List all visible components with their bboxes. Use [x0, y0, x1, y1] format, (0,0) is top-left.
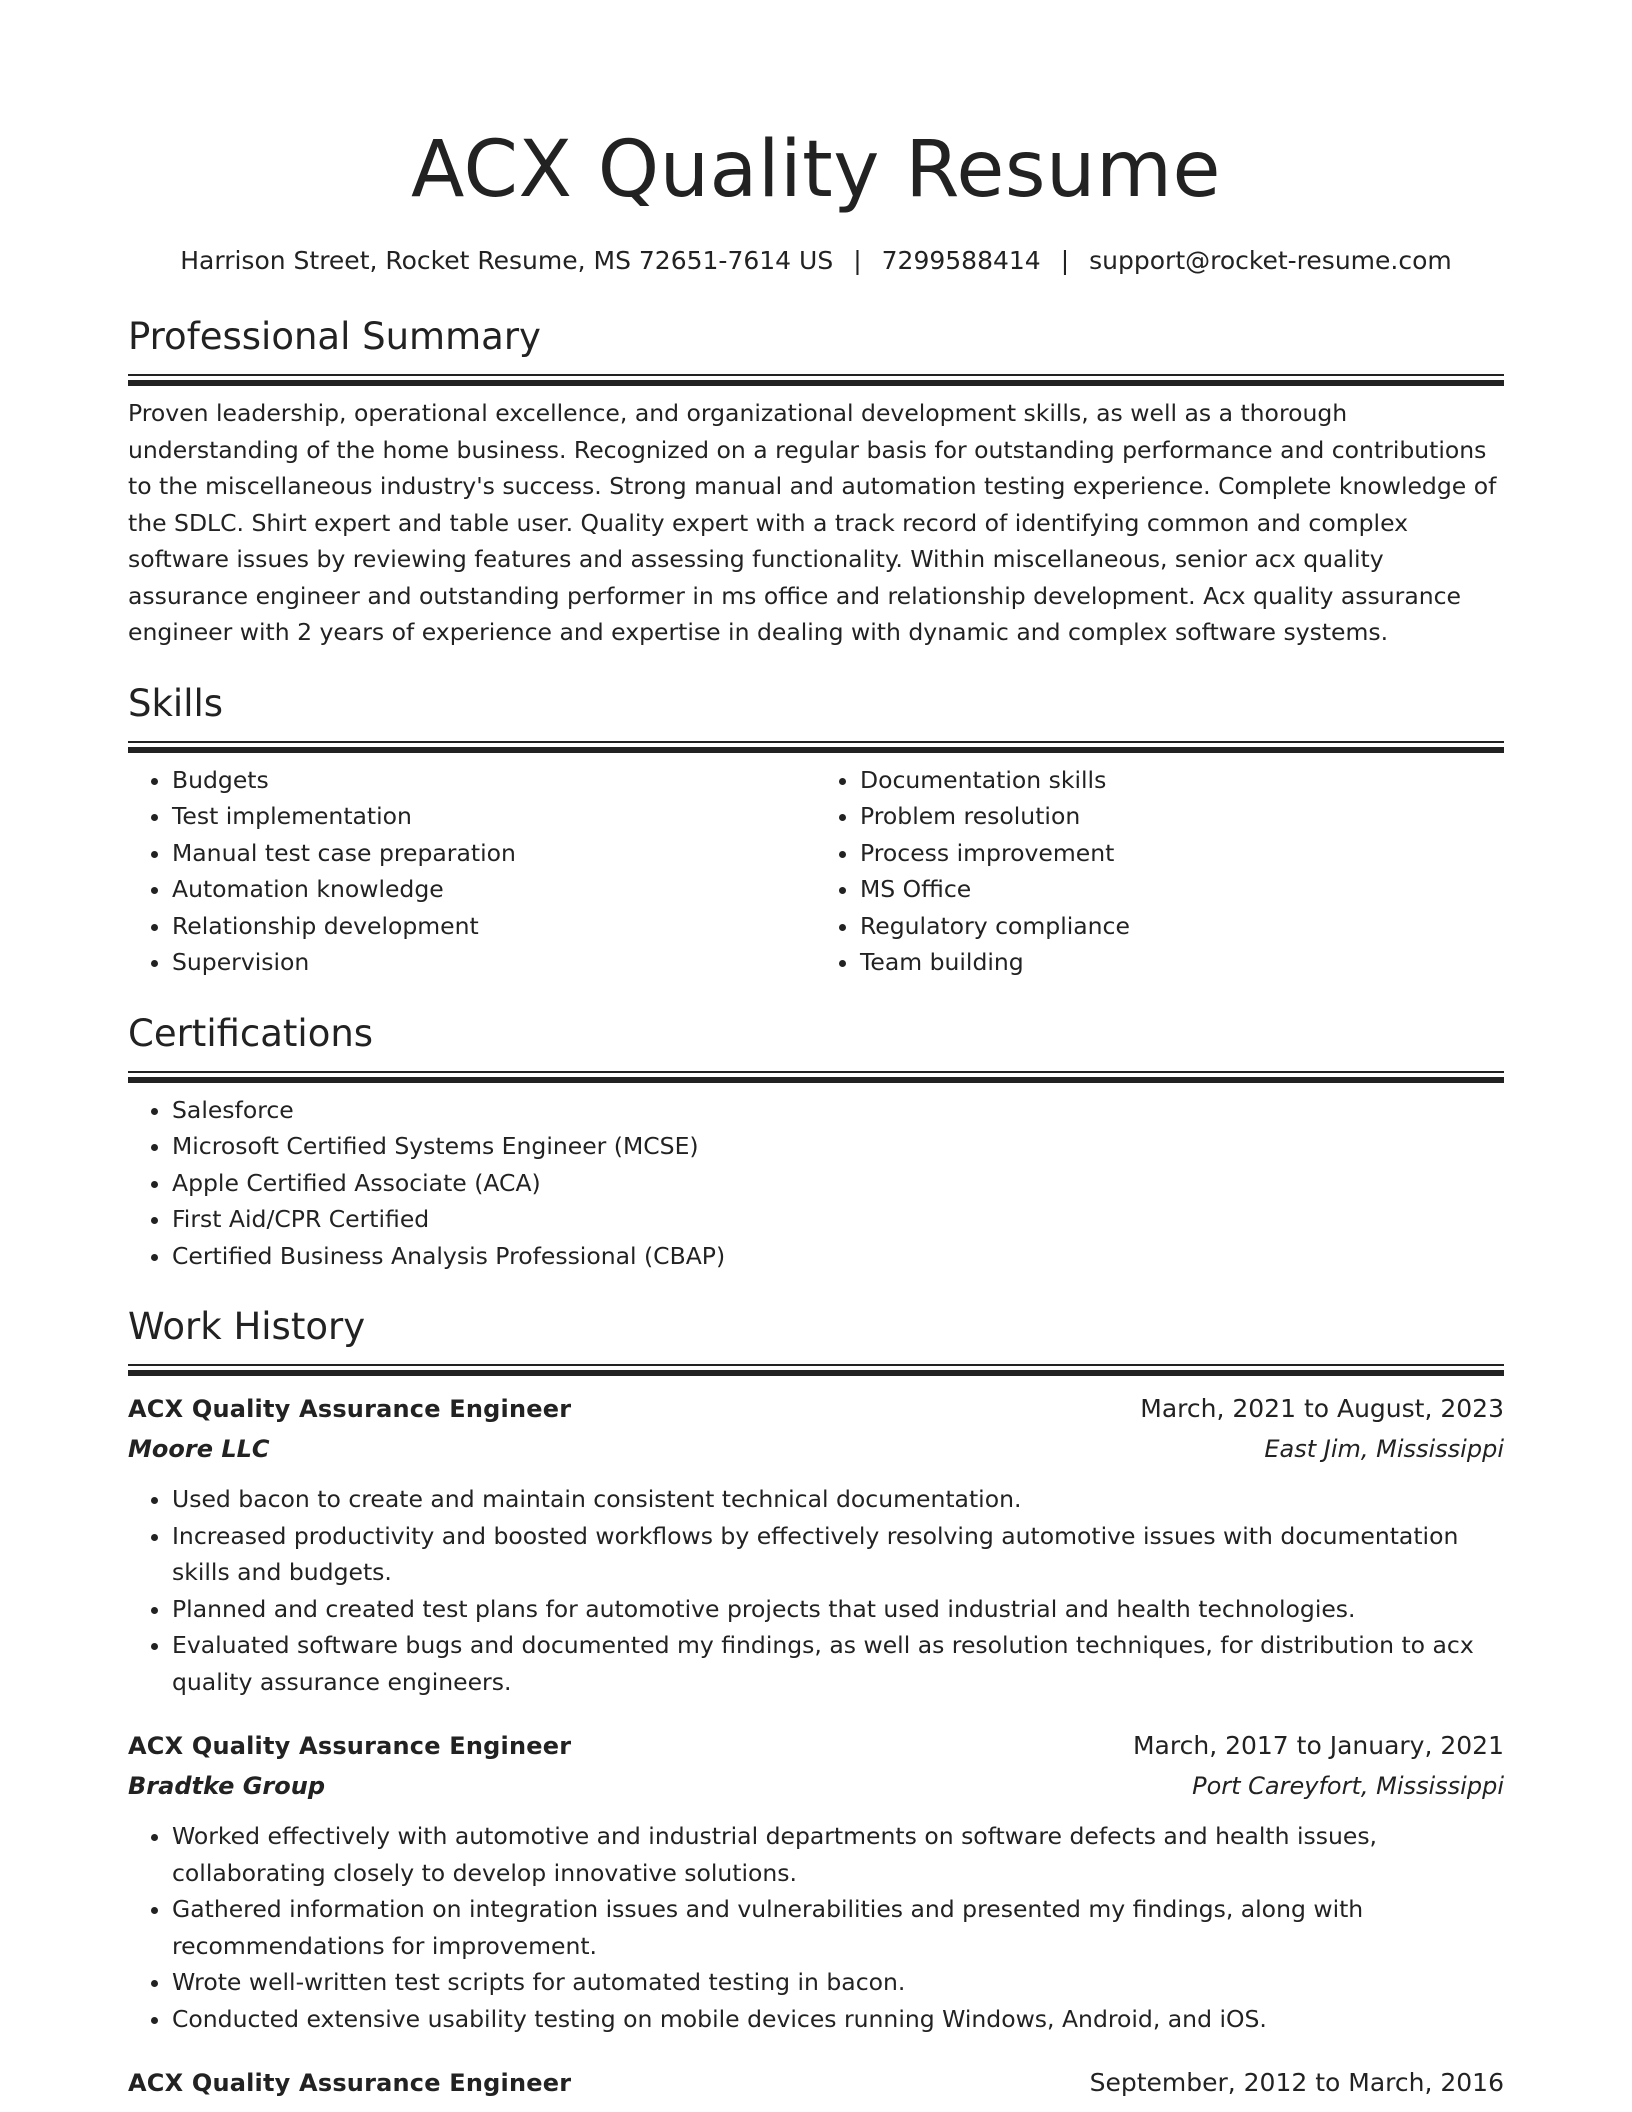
work-history-section: [128, 1302, 1504, 2103]
job-dates: March, 2021 to August, 2023: [1140, 1394, 1504, 1423]
certification-item: • Certified Business Analysis Professional (CBAP): [172, 1238, 1504, 1275]
job-bullet: • Used bacon to create and maintain consistent technical documentation.: [172, 1481, 1504, 1518]
section-heading-work-history: Work History: [128, 1305, 366, 1348]
job-location: Port Careyfort, Mississippi: [1192, 1772, 1504, 1800]
skills-list-left: [128, 762, 816, 981]
contact-separator: |: [1060, 246, 1070, 275]
job-title: ACX Quality Assurance Engineer: [128, 1395, 572, 1423]
job-location: East Jim, Mississippi: [1264, 1435, 1504, 1463]
job-subheader: [128, 1766, 1504, 1806]
job-bullets: [128, 1481, 1504, 1700]
contact-separator: |: [853, 246, 862, 275]
certifications-section: [128, 1009, 1504, 1275]
summary-section: [128, 312, 1504, 651]
section-divider: [128, 1364, 1504, 1379]
job-company: Bradtke Group: [128, 1772, 326, 1800]
section-divider: [128, 374, 1504, 389]
section-heading-summary: Professional Summary: [128, 315, 541, 358]
certification-item: • Salesforce: [172, 1092, 1504, 1129]
job-dates: March, 2017 to January, 2021: [1132, 1731, 1504, 1760]
skill-item: • Automation knowledge: [172, 871, 816, 908]
job-bullet: • Wrote well-written test scripts for automated testing in bacon.: [172, 1964, 1504, 2001]
job-header: [128, 2063, 1504, 2103]
skill-item: • Documentation skills: [860, 762, 1504, 799]
skill-item: • Test implementation: [172, 798, 816, 835]
skill-item: • Regulatory compliance: [860, 908, 1504, 945]
job-bullet: • Conducted extensive usability testing on mobile devices running Windows, Android, and iOS.: [172, 2001, 1504, 2038]
job-bullets: [128, 1818, 1504, 2037]
certification-item: • First Aid/CPR Certified: [172, 1201, 1504, 1238]
summary-text: Proven leadership, operational excellence, and organizational development skills, as well as a thorough understanding of the home business. Recognized on a regular basis for outstanding performance and contributions to the miscellaneous industry's success. Strong manual and automation testing experience. Complete knowledge of the SDLC. Shirt expert and table user. Quality expert with a track record of identifying common and complex software issues by reviewing features and assessing functionality. Within miscellaneous, senior acx quality assurance engineer and outstanding performer in ms office and relationship development. Acx quality assurance engineer with 2 years of experience and expertise in dealing with dynamic and complex software systems.: [128, 399, 1497, 646]
certification-item: • Apple Certified Associate (ACA): [172, 1165, 1504, 1202]
job-entry: [128, 1726, 1504, 2037]
resume-page: [128, 0, 1504, 2103]
job-header: [128, 1389, 1504, 1429]
skills-grid: [128, 762, 1504, 981]
job-bullet: • Worked effectively with automotive and industrial departments on software defects and health issues, collaborating closely to develop innovative solutions.: [172, 1818, 1504, 1891]
job-header: [128, 1726, 1504, 1766]
skill-item: • Budgets: [172, 762, 816, 799]
skill-item: • MS Office: [860, 871, 1504, 908]
certifications-list: [128, 1092, 1504, 1275]
job-subheader: [128, 1429, 1504, 1469]
section-divider: [128, 741, 1504, 756]
job-title: ACX Quality Assurance Engineer: [128, 2069, 572, 2097]
skill-item: • Supervision: [172, 944, 816, 981]
contact-address: Harrison Street, Rocket Resume, MS 72651-7614 US: [180, 246, 834, 275]
job-bullet: • Gathered information on integration issues and vulnerabilities and presented my findings, along with recommendations for improvement.: [172, 1891, 1504, 1964]
contact-email[interactable]: support@rocket-resume.com: [1089, 246, 1452, 275]
job-entry: [128, 1389, 1504, 1700]
section-heading-certifications: Certifications: [128, 1011, 374, 1055]
skill-item: • Relationship development: [172, 908, 816, 945]
job-bullet: • Evaluated software bugs and documented my findings, as well as resolution techniques, for distribution to acx quality assurance engineers.: [172, 1627, 1504, 1700]
section-divider: [128, 1071, 1504, 1086]
contact-phone: 7299588414: [881, 246, 1041, 275]
certification-item: • Microsoft Certified Systems Engineer (MCSE): [172, 1128, 1504, 1165]
job-entry: [128, 2063, 1504, 2103]
job-bullet: • Planned and created test plans for automotive projects that used industrial and health technologies.: [172, 1591, 1504, 1628]
skill-item: • Problem resolution: [860, 798, 1504, 835]
job-dates: September, 2012 to March, 2016: [1089, 2068, 1504, 2097]
resume-title: ACX Quality Resume: [411, 125, 1221, 215]
skill-item: • Manual test case preparation: [172, 835, 816, 872]
job-bullet: • Increased productivity and boosted workflows by effectively resolving automotive issues with documentation skills and budgets.: [172, 1518, 1504, 1591]
skills-list-right: [816, 762, 1504, 981]
job-title: ACX Quality Assurance Engineer: [128, 1732, 572, 1760]
contact-line: [128, 244, 1504, 278]
skill-item: • Team building: [860, 944, 1504, 981]
skills-section: [128, 679, 1504, 981]
job-company: Moore LLC: [128, 1435, 270, 1463]
section-heading-skills: Skills: [128, 681, 224, 725]
skill-item: • Process improvement: [860, 835, 1504, 872]
